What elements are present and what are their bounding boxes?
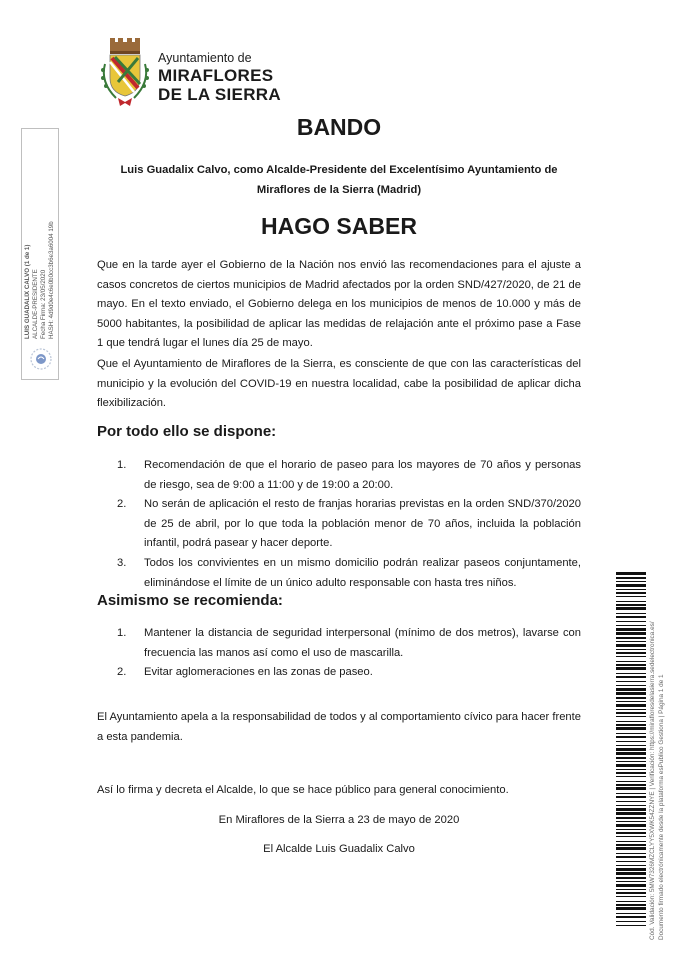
barcode-bar xyxy=(616,692,646,695)
barcode-bar xyxy=(616,632,646,635)
barcode-bar xyxy=(616,904,646,906)
barcode-bar xyxy=(616,757,646,759)
barcode-bar xyxy=(616,772,646,774)
barcode-bar xyxy=(616,697,646,699)
barcode-bar xyxy=(616,781,646,782)
barcode-bar xyxy=(616,821,646,822)
barcode-bar xyxy=(616,844,646,846)
barcode-bar xyxy=(616,921,646,922)
verification-code: Cód. Validación: 5MW7326MZCLYY5XWK54ZZNYE | Verificación: https://mirafloresdelasierra.sedelectronica.es/ xyxy=(649,621,656,940)
barcode-bar xyxy=(616,796,646,798)
barcode-bar xyxy=(616,716,646,717)
barcode-bar xyxy=(616,592,646,594)
list-item-text: Evitar aglomeraciones en las zonas de paseo. xyxy=(144,666,373,679)
barcode-bar xyxy=(616,856,646,858)
list-item-number: 1. xyxy=(117,459,127,471)
list-item-text: No serán de aplicación el resto de franjas horarias previstas en la orden SND/370/2020 de 25 de abril, por lo que toda la población menor de 70 años, incluida la población infantil, podrá pasear y hacer deporte. xyxy=(144,498,581,550)
barcode-bar xyxy=(616,925,646,926)
electronic-signature-stamp xyxy=(21,128,59,380)
barcode-bar xyxy=(616,824,646,827)
barcode-bar xyxy=(616,907,646,910)
barcode-bar xyxy=(616,644,646,647)
barcode-bar xyxy=(616,901,646,902)
barcode-bar xyxy=(616,812,646,815)
barcode-bar xyxy=(616,913,646,914)
logo-text-de-la-sierra: DE LA SIERRA xyxy=(158,84,281,104)
paragraph-intro: Que en la tarde ayer el Gobierno de la Nación nos envió las recomendaciones para el ajuste a casos concretos de ciertos municipios de Madrid afectados por la orden SND/427/2020, de 21 de mayo. En el texto enviado, el Gobierno delega en los municipios de menos de 10.000 y más de 5000 habitantes, la posibilidad de aplicar las medidas de relajación ante el próximo pase a Fase 1 que tendrá lugar el lunes día 25 de mayo. xyxy=(97,259,581,350)
barcode-bar xyxy=(616,847,646,850)
barcode-bar xyxy=(616,736,646,738)
barcode-bar xyxy=(616,733,646,734)
barcode-bar xyxy=(616,787,646,790)
barcode-bar xyxy=(616,748,646,751)
barcode-bar xyxy=(616,832,646,834)
signature-signer: LUIS GUADALIX CALVO (1 de 1) xyxy=(24,244,31,339)
barcode-bar xyxy=(616,916,646,918)
barcode-bar xyxy=(616,881,646,882)
barcode-bar xyxy=(616,889,646,890)
barcode-bar xyxy=(616,652,646,654)
paragraph-firma: Así lo firma y decreta el Alcalde, lo que se hace público para general conocimiento. xyxy=(97,784,509,796)
barcode-bar xyxy=(616,673,646,674)
barcode-bar xyxy=(616,896,646,897)
list-item-number: 3. xyxy=(117,556,127,569)
barcode-bar xyxy=(616,784,646,786)
barcode-bar xyxy=(616,865,646,866)
barcode-bar xyxy=(616,776,646,777)
list-item-number: 2. xyxy=(117,498,127,511)
barcode-bar xyxy=(616,741,646,742)
barcode-bar xyxy=(616,709,646,710)
barcode-bar xyxy=(616,628,646,631)
barcode-bar xyxy=(616,752,646,755)
barcode-bar xyxy=(616,607,646,610)
barcode-bar xyxy=(616,769,646,770)
barcode-bar xyxy=(616,589,646,590)
barcode-bar xyxy=(616,892,646,894)
logo-text-miraflores: MIRAFLORES xyxy=(158,65,274,85)
barcode-bar xyxy=(616,727,646,730)
barcode-bar xyxy=(616,661,646,662)
barcode-bar xyxy=(616,721,646,722)
barcode-bar xyxy=(616,625,646,626)
barcode-bar xyxy=(616,793,646,794)
hago-saber-heading: HAGO SABER xyxy=(261,213,417,239)
barcode-bar xyxy=(616,817,646,819)
document-subtitle: Luis Guadalix Calvo, como Alcalde-Presidente del Excelentísimo Ayuntamiento de Miraflores de la Sierra (Madrid) xyxy=(120,164,558,196)
coat-of-arms-icon xyxy=(96,38,154,108)
list-item-text: Todos los convivientes en un mismo domicilio podrán realizar paseos conjuntamente, eliminándose el límite de un único adulto responsable con hasta tres niños. xyxy=(144,556,581,589)
barcode-bar xyxy=(616,688,646,691)
list-item-text: Mantener la distancia de seguridad interpersonal (mínimo de dos metros), lavarse con frecuencia las manos así como el uso de mascarilla. xyxy=(144,627,581,659)
verification-platform: Documento firmado electrónicamente desde la plataforma esPublico Gestiona | Página 1 de 1 xyxy=(658,674,665,940)
list-item xyxy=(117,663,581,683)
document-title: BANDO xyxy=(296,114,382,140)
place-and-date: En Miraflores de la Sierra a 23 de mayo de 2020 xyxy=(218,814,460,826)
barcode-bar xyxy=(616,853,646,854)
barcode-bar xyxy=(616,581,646,582)
list-item-number: 1. xyxy=(117,627,127,639)
barcode-bar xyxy=(616,704,646,707)
section-recomienda-heading: Asimismo se recomienda: xyxy=(97,592,283,609)
signature-hash: HASH: 4d9d0e4c6e0b0cc3b6e3a6004 19b xyxy=(48,221,55,339)
logo-text-ayuntamiento: Ayuntamiento de xyxy=(158,51,252,65)
barcode-bar xyxy=(616,868,646,871)
barcode-bar xyxy=(616,676,646,678)
barcode-bar xyxy=(616,805,646,806)
recomienda-list xyxy=(117,624,581,683)
signer-name: El Alcalde Luis Guadalix Calvo xyxy=(263,843,415,855)
paragraph-ayuntamiento: Que el Ayuntamiento de Miraflores de la Sierra, es consciente de que con las características del municipio y la evolución del COVID-19 en nuestra localidad, cabe la posibilidad de aplicar dicha flexibilización. xyxy=(97,358,581,410)
barcode-bar xyxy=(616,604,646,606)
list-item-text: Recomendación de que el horario de paseo para los mayores de 70 años y personas de riesgo, sea de 9:00 a 11:00 y de 19:00 a 20:00. xyxy=(144,459,581,491)
signature-role: ALCALDE-PRESIDENTE xyxy=(32,269,39,339)
signature-stamp-text xyxy=(24,139,58,339)
municipality-logo xyxy=(96,38,296,110)
barcode-bar xyxy=(616,745,646,746)
barcode-bar xyxy=(616,872,646,875)
list-item xyxy=(117,624,581,663)
barcode-bar xyxy=(616,637,646,639)
list-item xyxy=(117,495,581,554)
barcode-bar xyxy=(616,701,646,702)
barcode-bar xyxy=(616,656,646,657)
barcode-bar xyxy=(616,761,646,762)
list-item-number: 2. xyxy=(117,666,127,679)
barcode-icon xyxy=(616,572,646,927)
list-item xyxy=(117,456,581,495)
barcode-bar xyxy=(616,685,646,686)
barcode-bar xyxy=(616,621,646,622)
barcode-bar xyxy=(616,616,646,618)
barcode-bar xyxy=(616,801,646,802)
barcode-bar xyxy=(616,584,646,587)
dispone-list xyxy=(117,456,581,593)
barcode-bar xyxy=(616,724,646,726)
list-item xyxy=(117,554,581,593)
barcode-bar xyxy=(616,572,646,575)
paragraph-responsabilidad: El Ayuntamiento apela a la responsabilidad de todos y al comportamiento cívico para hacer frente a esta pandemia. xyxy=(97,711,581,743)
signature-date: Fecha Firma: 23/05/2020 xyxy=(40,269,47,339)
barcode-bar xyxy=(616,596,646,597)
barcode-bar xyxy=(616,613,646,614)
barcode-bar xyxy=(616,877,646,879)
barcode-bar xyxy=(616,664,646,666)
electronic-seal-icon xyxy=(29,347,53,371)
barcode-bar xyxy=(616,577,646,579)
barcode-bar xyxy=(616,681,646,682)
barcode-bar xyxy=(616,601,646,602)
barcode-bar xyxy=(616,712,646,714)
section-dispone-heading: Por todo ello se dispone: xyxy=(97,423,277,440)
barcode-bar xyxy=(616,841,646,842)
barcode-bar xyxy=(616,884,646,887)
barcode-bar xyxy=(616,808,646,811)
verification-text xyxy=(648,520,666,940)
barcode-bar xyxy=(616,641,646,642)
barcode-bar xyxy=(616,649,646,650)
barcode-bar xyxy=(616,667,646,670)
barcode-bar xyxy=(616,836,646,837)
barcode-bar xyxy=(616,829,646,830)
barcode-bar xyxy=(616,764,646,767)
barcode-bar xyxy=(616,861,646,862)
